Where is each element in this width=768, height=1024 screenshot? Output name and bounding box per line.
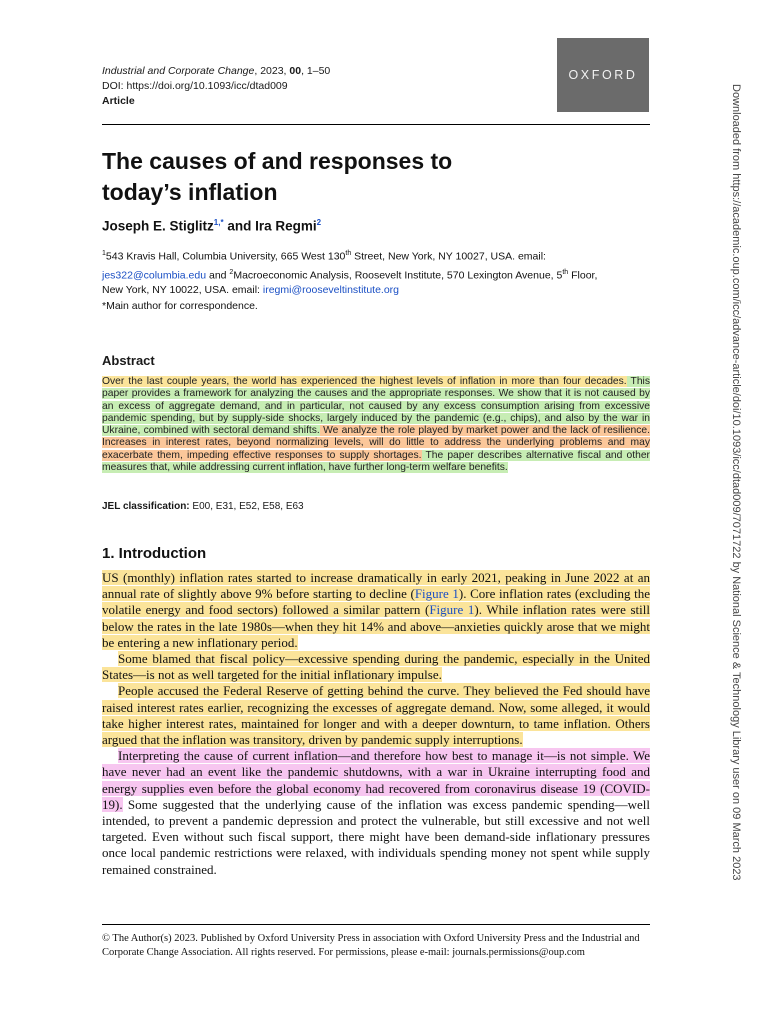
p1-text-c: ). While inflation rates were still below the rates in the late 1980s—when they hit 14% and above—anxieties quickly arose that we might be entering a new inflationary period. [102,602,650,650]
oxford-logo-text: OXFORD [568,68,638,82]
paragraph-3-highlight[interactable]: People accused the Federal Reserve of getting behind the curve. They believed the Fed should have raised interest rates earlier, recognizing the excesses of aggregate demand. Now, some alleged, it would take higher interest rates, maintained for longer and with a deeper downturn, to tame inflation. Others argued that the inflation was transitory, driven by pandemic supply interruptions. [102,683,650,748]
doi[interactable]: DOI: https://doi.org/10.1093/icc/dtad009 [102,80,288,92]
article-type: Article [102,95,135,107]
aff2-marker: 2 [229,268,234,276]
author-connector: and [223,218,256,234]
aff1-address: 543 Kravis Hall, Columbia University, 665 West 130 [105,250,346,263]
affiliations [102,246,650,314]
aff1-ordinal: th [345,250,352,257]
article-title [102,146,642,208]
affiliation-line-2 [102,265,650,284]
title-line-1: The causes of and responses to [102,148,453,174]
correspondence-note: *Main author for correspondence. [102,300,258,312]
jel-classification [102,501,304,512]
author-regmi[interactable]: Ira Regmi [255,218,317,234]
abstract-heading: Abstract [102,353,155,368]
paragraph-2 [102,651,650,683]
author-1-affiliation-marker[interactable]: 1,* [213,218,224,227]
aff2-address: Macroeconomic Analysis, Roosevelt Institute, 570 Lexington Avenue, 5 [233,269,563,281]
p1-text-b: ). Core inflation rates (excluding the volatile energy and food sectors) followed a similar pattern ( [102,586,650,618]
journal-citation [102,64,522,79]
paragraph-3 [102,683,650,748]
header-divider [102,124,650,125]
email-link-stiglitz[interactable]: jes322@columbia.edu [102,269,207,281]
aff1-marker: 1 [102,250,106,257]
journal-year: , 2023, [254,65,290,77]
introduction-text [102,570,650,878]
title-line-2: today’s inflation [102,179,278,205]
email-link-regmi[interactable]: iregmi@rooseveltinstitute.org [262,284,400,296]
aff2-city: New York, NY 10022, USA. email: [102,284,263,296]
abstract-highlight-green[interactable]: This paper provides a framework for analyzing the causes and the appropriate responses. We show that it is not caused by an excess of aggregate demand, and in particular, not caused by any excess consumption arising from excessive pandemic spending, but by supply-side shocks, largely induced by the pandemic (e.g., chips), and also by the war in Ukraine, combined with sectoral demand shifts. [102,376,650,437]
oxford-logo[interactable] [557,38,649,112]
affiliation-line-1 [102,246,650,265]
paragraph-4 [102,748,650,878]
jel-label: JEL classification: [102,501,190,512]
download-watermark [730,84,756,944]
jel-codes: E00, E31, E52, E58, E63 [189,501,304,512]
copyright-notice: © The Author(s) 2023. Published by Oxford University Press in association with Oxford University Press and the Industrial and Corporate Change Association. All rights reserved. For permissions, please e-mail: journals.permissions@oup.com [102,933,640,958]
p1-text-a: US (monthly) inflation rates started to increase dramatically in early 2021, peaking in June 2022 at an annual rate of slightly above 9% before starting to decline ( [102,570,650,602]
paragraph-1 [102,570,650,651]
journal-header [102,64,522,109]
author-2-affiliation-marker[interactable]: 2 [316,218,322,227]
abstract-highlight-yellow[interactable]: Over the last couple years, the world has experienced the highest levels of inflation in more than four decades. [102,376,627,387]
aff-connector: and [206,269,230,281]
paragraph-1-highlight[interactable] [102,570,650,650]
abstract-text [102,376,650,474]
aff2-ordinal: th [562,268,569,276]
author-list [102,218,321,234]
journal-volume: 00 [289,65,302,77]
aff1-address-end: Street, New York, NY 10027, USA. email: [351,250,546,263]
abstract-highlight-green-2[interactable]: The paper describes alternative fiscal and other measures that, while addressing current inflation, have further long-term welfare benefits. [102,449,650,474]
aff2-address-end: Floor, [568,269,598,281]
author-stiglitz[interactable]: Joseph E. Stiglitz [102,218,214,234]
journal-name: Industrial and Corporate Change [102,65,255,77]
download-watermark-text: Downloaded from https://academic.oup.com/icc/advance-article/doi/10.1093/icc/dtad009/7071722 by National Science & Technology Library user on 09 March 2023 [730,84,742,881]
paragraph-2-highlight[interactable]: Some blamed that fiscal policy—excessive spending during the pandemic, especially in the United States—is not as well targeted for the initial inflationary impulse. [102,651,650,683]
figure-1-link[interactable]: Figure 1 [414,586,459,602]
figure-1-link-2[interactable]: Figure 1 [429,602,475,618]
section-heading-introduction: 1. Introduction [102,545,207,562]
paragraph-4-text: Some suggested that the underlying cause of the inflation was excess pandemic spending—well intended, to prevent a pandemic depression and protect the vulnerable, but still excessive and not well targeted. Even without such fiscal support, there might have been demand-side inflationary pressures once local pandemic restrictions were relaxed, with individuals spending money not spent while supply remained constrained. [102,796,650,877]
journal-pages: , 1–50 [301,65,331,77]
abstract-highlight-orange[interactable]: We analyze the role played by market power and the lack of resilience. Increases in interest rates, beyond normalizing levels, will do little to address the underlying problems and may exacerbate them, impeding effective responses to supply shortages. [102,425,651,461]
paragraph-4-highlight[interactable]: Interpreting the cause of current inflation—and therefore how best to manage it—is not simple. We have never had an event like the pandemic shutdowns, with a war in Ukraine interrupting food and energy supplies even before the global economy had recovered from coronavirus disease 19 (COVID-19). [102,748,650,812]
affiliation-line-3 [102,283,650,298]
footer-divider [102,924,650,925]
